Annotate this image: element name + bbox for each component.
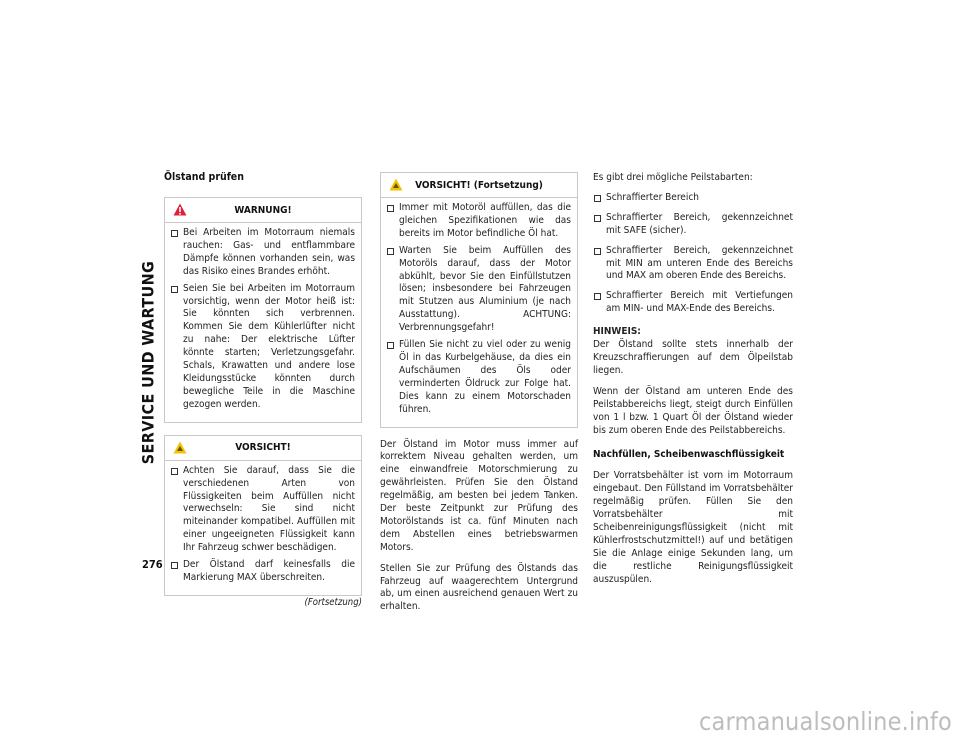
list-item: Schraffierter Bereich, gekennzeichnet mit SAFE (sicher).: [593, 212, 793, 238]
dipstick-intro: Es gibt drei mögliche Peilstabarten:: [593, 172, 753, 183]
caution-list: [171, 465, 355, 585]
warning-triangle-icon: [173, 203, 187, 216]
checkbox-bullet-icon: [387, 205, 394, 212]
column-2: [380, 172, 578, 614]
body-paragraph: Der Ölstand im Motor muss immer auf korrektem Niveau gehalten werden, um eine einwandfreie Motorschmierung zu gewährleisten. Prüfen Sie den Ölstand regelmäßig, am besten bei jedem Tanken. Der beste Zeitpunkt zur Prüfung des Motorölstands ist ca. fünf Minuten nach dem Abstellen eines betriebswarmen Motors.: [380, 438, 578, 553]
list-item: Füllen Sie nicht zu viel oder zu wenig Öl in das Kurbelgehäuse, da dies ein Aufschäumen des Öls oder verminderten Öldruck zur Folge hat. Dies kann zu einem Motorschaden führen.: [387, 339, 571, 416]
body-paragraph: Der Vorratsbehälter ist vorn im Motorraum eingebaut. Den Füllstand im Vorratsbehälter regelmäßig prüfen. Füllen Sie den Vorratsbehälter mit Scheibenreinigungsflüssigkeit (nicht mit Kühlerfrostschutzmittel!) auf und betätigen Sie die Anlage einige Sekunden lang, um die restliche Reinigungsflüssigkeit auszuspülen.: [593, 470, 793, 585]
checkbox-bullet-icon: [171, 286, 178, 293]
caution-continued-title: VORSICHT! (Fortsetzung): [415, 179, 543, 191]
column-1: [164, 170, 362, 608]
checkbox-bullet-icon: [171, 230, 178, 237]
watermark: carmanualsonline.info: [698, 707, 952, 736]
warning-box: [164, 197, 362, 423]
list-item: Seien Sie bei Arbeiten im Motorraum vorsichtig, wenn der Motor heiß ist: Sie könnten sich verbrennen. Kommen Sie dem Kühlerlüfter nicht zu nahe: Der elektrische Lüfter könnte starten; Verletzungsgefahr. Schals, Krawatten und andere lose Kleidungsstücke könnten durch bewegliche Teile in die Maschine gezogen werden.: [171, 283, 355, 412]
list-item: Bei Arbeiten im Motorraum niemals rauchen: Gas- und entflammbare Dämpfe können vorhanden sein, was das Risiko eines Brandes erhöht.: [171, 227, 355, 279]
column-3: [593, 172, 793, 587]
section-side-title: SERVICE UND WARTUNG: [138, 260, 158, 464]
subheading: Nachfüllen, Scheibenwaschflüssigkeit: [593, 449, 785, 461]
body-paragraph: Stellen Sie zur Prüfung des Ölstands das Fahrzeug auf waagerechtem Untergrund ab, um einen ausreichend genauen Wert zu erhalten.: [380, 562, 578, 613]
warning-list: [171, 227, 355, 412]
checkbox-bullet-icon: [387, 248, 394, 255]
caution-triangle-icon: [389, 178, 403, 191]
page-heading: Ölstand prüfen: [164, 171, 244, 183]
list-item: Der Ölstand darf keinesfalls die Markierung MAX überschreiten.: [171, 559, 355, 585]
dipstick-types-list: [593, 192, 793, 316]
continued-label: (Fortsetzung): [304, 596, 362, 608]
list-item: Schraffierter Bereich, gekennzeichnet mit MIN am unteren Ende des Bereichs und MAX am oberen Ende des Bereichs.: [593, 245, 793, 284]
list-item: Schraffierter Bereich mit Vertiefungen am MIN- und MAX-Ende des Bereichs.: [593, 290, 793, 316]
checkbox-bullet-icon: [594, 293, 601, 300]
list-item: Immer mit Motoröl auffüllen, das die gleichen Spezifikationen wie das bereits im Motor befindliche Öl hat.: [387, 202, 571, 241]
caution-box: [164, 435, 362, 596]
checkbox-bullet-icon: [171, 562, 178, 569]
warning-title: WARNUNG!: [234, 204, 292, 216]
checkbox-bullet-icon: [594, 195, 601, 202]
checkbox-bullet-icon: [387, 342, 394, 349]
body-paragraph: Wenn der Ölstand am unteren Ende des Peilstabbereichs liegt, steigt durch Einfüllen von 1 l bzw. 1 Quart Öl der Ölstand wieder bis zum oberen Ende des Peilstabbereichs.: [593, 385, 793, 436]
caution-continued-list: [387, 202, 571, 417]
caution-continued-header: [381, 173, 577, 198]
list-item: Achten Sie darauf, dass Sie die verschiedenen Arten von Flüssigkeiten beim Auffüllen nicht verwechseln: Sie sind nicht miteinander kompatibel. Auffüllen mit einer ungeeigneten Flüssigkeit kann Ihr Fahrzeug schwer beschädigen.: [171, 465, 355, 555]
caution-continued-box: [380, 172, 578, 428]
caution-triangle-icon: [173, 441, 187, 454]
note-text: Der Ölstand sollte stets innerhalb der Kreuzschraffierungen auf dem Ölpeilstab liegen.: [593, 339, 793, 376]
list-item: Schraffierter Bereich: [593, 192, 793, 205]
list-item: Warten Sie beim Auffüllen des Motoröls darauf, dass der Motor abkühlt, bevor Sie den Einfüllstutzen lösen; insbesondere bei Fahrzeugen mit Stutzen aus Aluminium (je nach Ausstattung). ACHTUNG: Verbrennungsgefahr!: [387, 245, 571, 335]
caution-box-header: [165, 436, 361, 461]
caution-title: VORSICHT!: [235, 442, 291, 454]
page-number: 276: [142, 558, 163, 571]
warning-box-header: [165, 198, 361, 223]
checkbox-bullet-icon: [594, 248, 601, 255]
checkbox-bullet-icon: [171, 468, 178, 475]
checkbox-bullet-icon: [594, 215, 601, 222]
note-label: HINWEIS:: [593, 326, 641, 338]
